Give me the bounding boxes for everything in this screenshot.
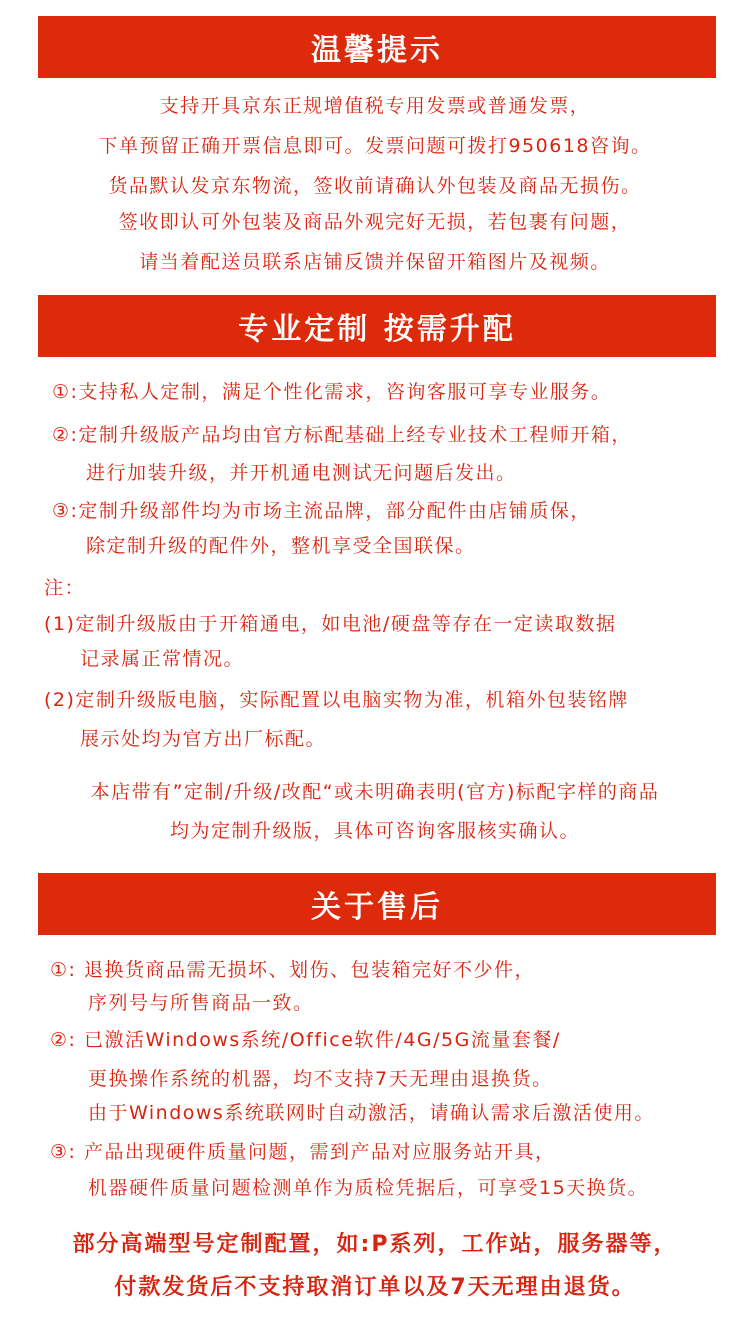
aftersales-item: 更换操作系统的机器，均不支持7天无理由退换货。 bbox=[88, 1068, 553, 1090]
custom-item: 除定制升级的配件外，整机享受全国联保。 bbox=[86, 535, 476, 557]
statement-line: 均为定制升级版，具体可咨询客服核实确认。 bbox=[169, 820, 580, 842]
banner-tips-title: 温馨提示 bbox=[311, 33, 443, 68]
note-line: 展示处均为官方出厂标配。 bbox=[80, 728, 327, 750]
statement-line: 本店带有”定制/升级/改配“或未明确表明(官方)标配字样的商品 bbox=[90, 781, 660, 803]
warning-line: 付款发货后不支持取消订单以及7天无理由退货。 bbox=[114, 1275, 636, 1300]
banner-aftersales-title: 关于售后 bbox=[311, 890, 443, 925]
note-line: 记录属正常情况。 bbox=[80, 648, 245, 670]
banner-tips bbox=[38, 16, 716, 78]
banner-custom bbox=[38, 295, 716, 357]
tips-line: 货品默认发京东物流，签收前请确认外包装及商品无损伤。 bbox=[108, 175, 642, 197]
custom-item: 进行加装升级，并开机通电测试无问题后发出。 bbox=[86, 462, 517, 484]
tips-line: 请当着配送员联系店铺反馈并保留开箱图片及视频。 bbox=[139, 251, 611, 273]
tips-line: 签收即认可外包装及商品外观完好无损，若包裹有问题， bbox=[118, 211, 632, 233]
note-line: (1)定制升级版由于开箱通电，如电池/硬盘等存在一定读取数据 bbox=[44, 613, 617, 635]
aftersales-item: 由于Windows系统联网时自动激活，请确认需求后激活使用。 bbox=[88, 1102, 655, 1124]
banner-aftersales bbox=[38, 873, 716, 935]
custom-item: ②:定制升级版产品均由官方标配基础上经专业技术工程师开箱， bbox=[52, 424, 632, 446]
note-label: 注： bbox=[44, 577, 86, 599]
aftersales-item: ③: 产品出现硬件质量问题，需到产品对应服务站开具， bbox=[50, 1141, 556, 1163]
custom-item: ①:支持私人定制，满足个性化需求，咨询客服可享专业服务。 bbox=[52, 381, 612, 403]
custom-item: ③:定制升级部件均为市场主流品牌，部分配件由店铺质保， bbox=[52, 500, 591, 522]
tips-line: 支持开具京东正规增值税专用发票或普通发票， bbox=[159, 95, 591, 117]
aftersales-item: 序列号与所售商品一致。 bbox=[88, 992, 314, 1014]
note-line: (2)定制升级版电脑，实际配置以电脑实物为准，机箱外包装铭牌 bbox=[44, 689, 629, 711]
tips-line: 下单预留正确开票信息即可。发票问题可拨打950618咨询。 bbox=[98, 135, 652, 157]
warning-line: 部分高端型号定制配置，如:P系列，工作站，服务器等， bbox=[72, 1232, 678, 1257]
aftersales-item: ②: 已激活Windows系统/Office软件/4G/5G流量套餐/ bbox=[50, 1029, 561, 1051]
banner-custom-title: 专业定制 按需升配 bbox=[238, 312, 516, 347]
aftersales-item: ①: 退换货商品需无损坏、划伤、包装箱完好不少件， bbox=[50, 959, 535, 981]
aftersales-item: 机器硬件质量问题检测单作为质检凭据后，可享受15天换货。 bbox=[88, 1177, 649, 1199]
